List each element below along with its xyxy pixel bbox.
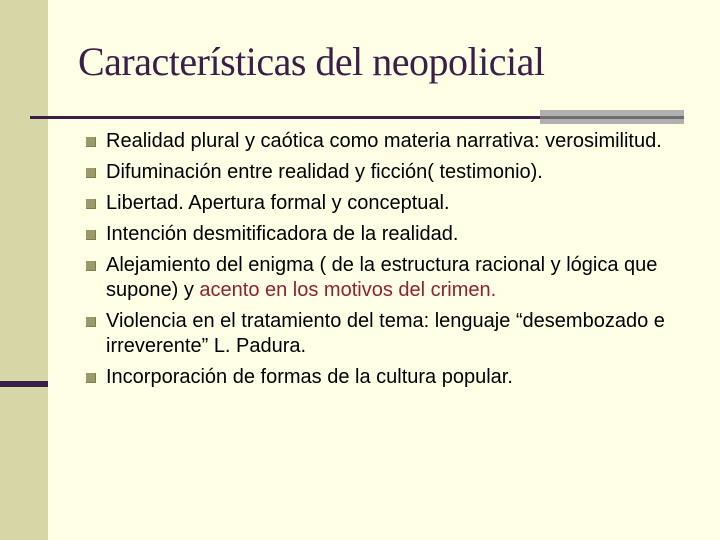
square-bullet-icon — [86, 230, 96, 240]
bullet-item — [86, 309, 676, 359]
bullet-text: Violencia en el tratamiento del tema: lenguaje “desembozado e irreverente” L. Padura. — [106, 310, 665, 357]
bullet-item — [86, 129, 676, 154]
bullet-item — [86, 160, 676, 185]
bullet-accent-text: acento en los motivos del crimen. — [199, 279, 497, 301]
title-underline-gray-line — [540, 116, 684, 119]
bullet-text: Intención desmitificadora de la realidad. — [106, 223, 459, 245]
square-bullet-icon — [86, 137, 96, 147]
left-accent-bar — [0, 381, 48, 387]
bullet-text: Incorporación de formas de la cultura popular. — [106, 366, 513, 388]
left-decorative-band — [0, 0, 48, 540]
slide-title: Características del neopolicial — [78, 39, 545, 84]
square-bullet-icon — [86, 373, 96, 383]
bullet-text: Alejamiento del enigma ( de la estructura racional y lógica que supone) y — [106, 254, 658, 301]
bullet-item — [86, 191, 676, 216]
square-bullet-icon — [86, 199, 96, 209]
square-bullet-icon — [86, 317, 96, 327]
title-underline — [30, 116, 540, 119]
bullet-item — [86, 365, 676, 390]
square-bullet-icon — [86, 261, 96, 271]
bullet-text: Libertad. Apertura formal y conceptual. — [106, 192, 450, 214]
square-bullet-icon — [86, 168, 96, 178]
bullet-text: Difuminación entre realidad y ficción( testimonio). — [106, 161, 543, 183]
bullet-text: Realidad plural y caótica como materia narrativa: verosimilitud. — [106, 130, 662, 152]
bullet-list — [86, 129, 676, 396]
bullet-item — [86, 253, 676, 303]
bullet-item — [86, 222, 676, 247]
